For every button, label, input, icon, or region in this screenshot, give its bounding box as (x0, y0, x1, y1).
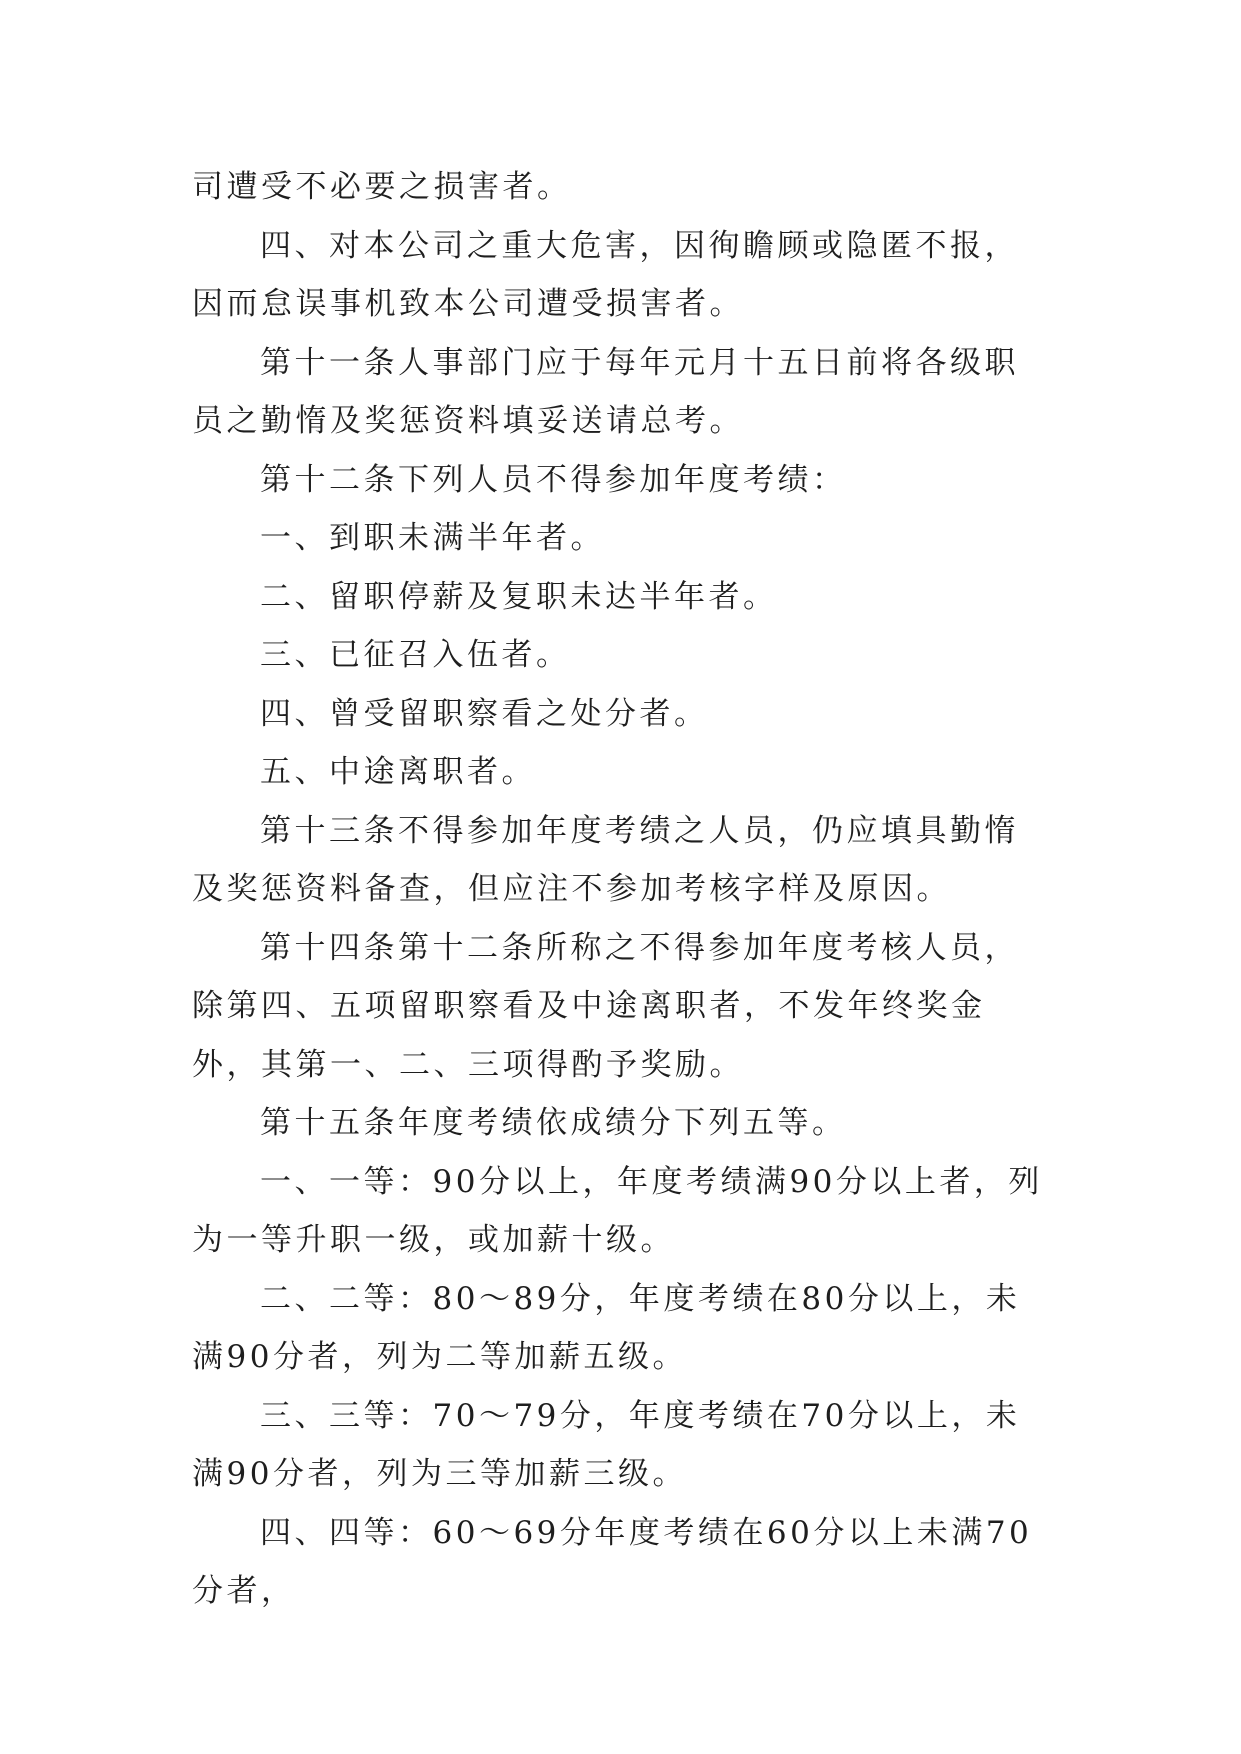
paragraph: 司遭受不必要之损害者。 (192, 169, 572, 205)
paragraph: 第十一条人事部门应于每年元月十五日前将各级职员之勤惰及奖惩资料填妥送请总考。 (192, 344, 1019, 439)
paragraph: 第十五条年度考绩依成绩分下列五等。 (260, 1105, 847, 1141)
paragraph: 三、已征召入伍者。 (260, 637, 571, 673)
paragraph: 四、对本公司之重大危害，因徇瞻顾或隐匿不报，因而怠误事机致本公司遭受损害者。 (192, 227, 1019, 322)
paragraph: 二、留职停薪及复职未达半年者。 (260, 578, 778, 615)
paragraph: 四、四等：60～69分年度考绩在60分以上未满70分者， (192, 1514, 1033, 1609)
paragraph: 一、一等：90分以上，年度考绩满90分以上者，列为一等升职一级，或加薪十级。 (192, 1163, 1043, 1258)
paragraph: 二、二等：80～89分，年度考绩在80分以上，未满90分者，列为二等加薪五级。 (192, 1280, 1021, 1375)
paragraph: 第十四条第十二条所称之不得参加年度考核人员，除第四、五项留职察看及中途离职者，不发年终奖金外，其第一、二、三项得酌予奖励。 (192, 929, 1019, 1083)
paragraph: 一、到职未满半年者。 (260, 520, 605, 556)
paragraph: 第十三条不得参加年度考绩之人员，仍应填具勤惰及奖惩资料备查，但应注不参加考核字样及原因。 (192, 812, 1019, 907)
document-body (192, 158, 1052, 1621)
paragraph: 三、三等：70～79分，年度考绩在70分以上，未满90分者，列为三等加薪三级。 (192, 1397, 1021, 1492)
paragraph: 五、中途离职者。 (260, 754, 536, 790)
paragraph: 第十二条下列人员不得参加年度考绩： (260, 461, 847, 498)
paragraph: 四、曾受留职察看之处分者。 (260, 695, 709, 732)
